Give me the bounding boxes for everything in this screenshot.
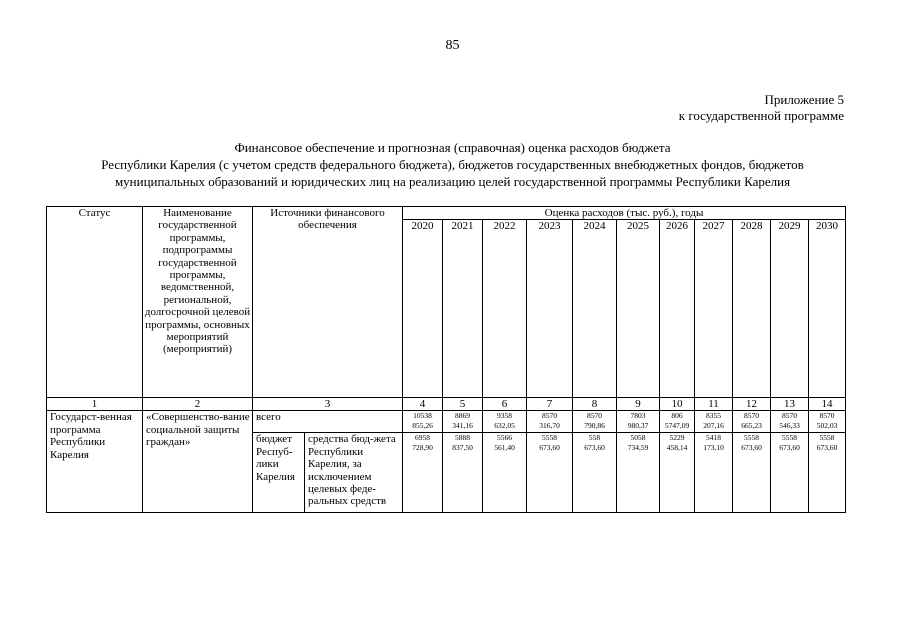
- header-year: 2025: [617, 220, 660, 398]
- header-name: Наименование государственной программы, подпрограммы государственной программы, ведомственной, региональной, долгосрочной целевой программы, основных мероприятий (мероприятий): [143, 207, 253, 398]
- column-index: 11: [695, 398, 733, 411]
- column-index: 8: [573, 398, 617, 411]
- column-index: 6: [483, 398, 527, 411]
- column-index: 3: [253, 398, 403, 411]
- budget-value: 5558 673,60: [809, 433, 846, 513]
- column-index: 7: [527, 398, 573, 411]
- column-index: 14: [809, 398, 846, 411]
- budget-value: 5558 673,60: [527, 433, 573, 513]
- budget-value: 5418 173,10: [695, 433, 733, 513]
- header-year: 2022: [483, 220, 527, 398]
- header-status: Статус: [47, 207, 143, 398]
- header-year: 2026: [660, 220, 695, 398]
- header-estimate: Оценка расходов (тыс. руб.), годы: [403, 207, 846, 220]
- column-index: 4: [403, 398, 443, 411]
- total-value: 8570 665,23: [733, 411, 771, 433]
- budget-value: 5558 673,60: [771, 433, 809, 513]
- header-year: 2028: [733, 220, 771, 398]
- column-index: 10: [660, 398, 695, 411]
- total-value: 8570 316,70: [527, 411, 573, 433]
- finance-table: [46, 206, 846, 513]
- header-year: 2027: [695, 220, 733, 398]
- total-value: 7803 980,37: [617, 411, 660, 433]
- total-value: 8570 546,33: [771, 411, 809, 433]
- title-line-3: муниципальных образований и юридических лиц на реализацию целей государственной программы Республики Карелия: [114, 174, 791, 189]
- appendix-line-2: к государственной программе: [678, 108, 844, 123]
- column-index: 5: [443, 398, 483, 411]
- title-line-2: Республики Карелия (с учетом средств федерального бюджета), бюджетов государственных внебюджетных фондов, бюджетов: [101, 157, 804, 172]
- row-budget-label: бюджет Респуб-лики Карелия: [253, 433, 305, 513]
- budget-value: 5229 458,14: [660, 433, 695, 513]
- column-index: 2: [143, 398, 253, 411]
- row-status: Государст-венная программа Республики Карелия: [47, 411, 143, 513]
- header-sources: Источники финансового обеспечения: [253, 207, 403, 398]
- total-value: 8570 502,03: [809, 411, 846, 433]
- budget-value: 6958 728,90: [403, 433, 443, 513]
- budget-value: 5888 837,50: [443, 433, 483, 513]
- header-year: 2030: [809, 220, 846, 398]
- header-year: 2023: [527, 220, 573, 398]
- column-index: 9: [617, 398, 660, 411]
- title-line-1: Финансовое обеспечение и прогнозная (справочная) оценка расходов бюджета: [234, 140, 671, 155]
- row-budget-sub-label: средства бюд-жета Республики Карелия, за исключением целевых феде-ральных средств: [305, 433, 403, 513]
- appendix-label: [679, 92, 844, 124]
- budget-value: 558 673,60: [573, 433, 617, 513]
- total-value: 8869 341,16: [443, 411, 483, 433]
- appendix-line-1: Приложение 5: [764, 92, 844, 107]
- total-value: 10538 855,26: [403, 411, 443, 433]
- row-total-label: всего: [253, 411, 403, 433]
- column-index: 1: [47, 398, 143, 411]
- column-index: 13: [771, 398, 809, 411]
- total-value: 9358 632,05: [483, 411, 527, 433]
- total-value: 806 5747,09: [660, 411, 695, 433]
- budget-value: 5558 673,60: [733, 433, 771, 513]
- budget-value: 5566 561,40: [483, 433, 527, 513]
- header-year: 2021: [443, 220, 483, 398]
- total-value: 8570 790,86: [573, 411, 617, 433]
- total-value: 8355 207,16: [695, 411, 733, 433]
- column-index: 12: [733, 398, 771, 411]
- header-year: 2024: [573, 220, 617, 398]
- row-program-name: «Совершенство-вание социальной защиты граждан»: [143, 411, 253, 513]
- budget-value: 5058 734,59: [617, 433, 660, 513]
- header-year: 2029: [771, 220, 809, 398]
- page-number: 85: [445, 38, 460, 53]
- document-title: [45, 139, 860, 190]
- header-year: 2020: [403, 220, 443, 398]
